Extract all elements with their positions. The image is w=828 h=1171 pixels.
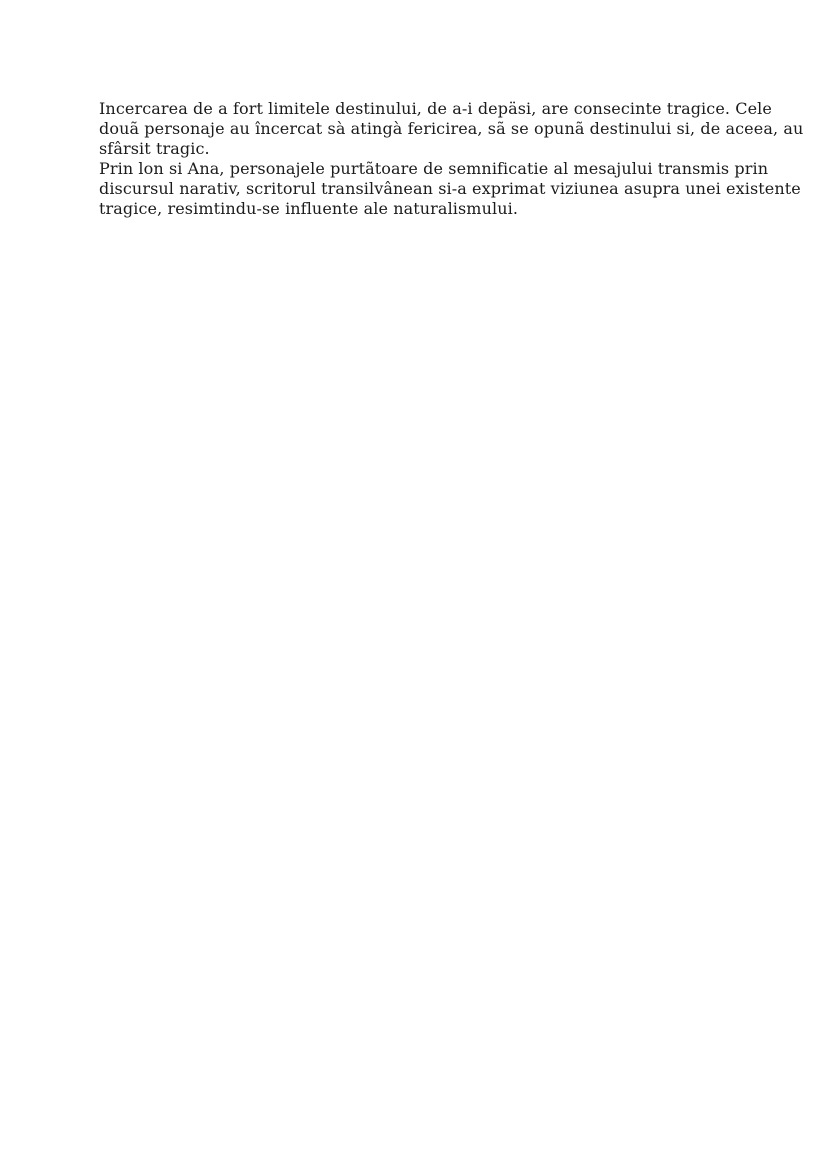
document-text-block: [99, 99, 804, 219]
document-line: douã personaje au încercat sà atingà fericirea, sã se opunã destinului si, de aceea, au: [99, 119, 804, 138]
document-line: tragice, resimtindu-se influente ale naturalismului.: [99, 199, 519, 218]
document-line: Prin lon si Ana, personajele purtãtoare de semnificatie al mesajului transmis prin: [99, 159, 769, 178]
paragraph-2: [99, 159, 801, 219]
document-line: Incercarea de a fort limitele destinului, de a-i depäsi, are consecinte tragice. Cele: [99, 99, 772, 118]
document-line: discursul narativ, scritorul transilvânean si-a exprimat viziunea asupra unei existente: [99, 179, 801, 198]
paragraph-1: [99, 99, 804, 159]
document-line: sfârsit tragic.: [99, 139, 210, 158]
